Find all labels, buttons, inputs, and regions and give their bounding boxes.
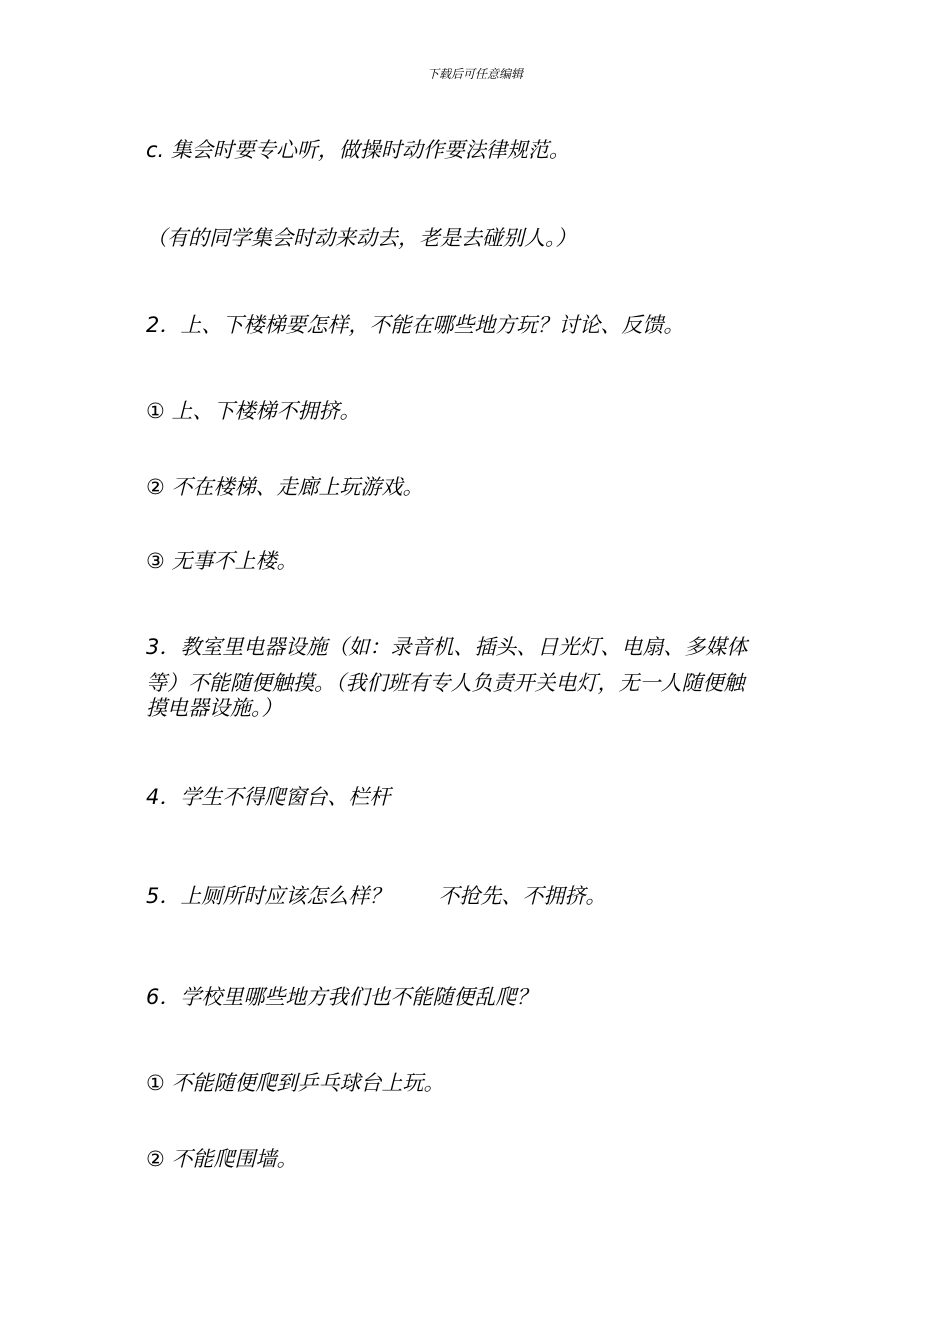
rule-5-question: 5．上厕所时应该怎么样？ [146,884,391,908]
rule-4-windows: 4．学生不得爬窗台、栏杆 [146,785,391,809]
rule-6-item-1: ① 不能随便爬到乒乓球台上玩。 [146,1071,445,1095]
page-header: 下载后可任意编辑 [426,67,523,81]
rule-c-assembly: c. 集会时要专心听，做操时动作要法律规范。 [146,138,570,162]
rule-2-item-3: ③ 无事不上楼。 [146,549,298,573]
rule-5-restroom [146,883,816,909]
rule-c-note: （有的同学集会时动来动去，老是去碰别人。） [146,226,577,250]
rule-6-climbing-question: 6．学校里哪些地方我们也不能随便乱爬？ [146,985,538,1009]
rule-3-electrical [146,634,816,721]
rule-2-stairs-question: 2．上、下楼梯要怎样，不能在哪些地方玩？讨论、反馈。 [146,313,685,337]
rule-3-line-3: 摸电器设施。） [146,696,283,720]
rule-2-item-2: ② 不在楼梯、走廊上玩游戏。 [146,475,424,499]
rule-6-item-2: ② 不能爬围墙。 [146,1147,298,1171]
rule-3-line-1: 3．教室里电器设施（如：录音机、插头、日光灯、电扇、多媒体 [146,635,748,659]
rule-5-answer: 不抢先、不拥挤。 [438,884,607,908]
rule-2-item-1: ① 上、下楼梯不拥挤。 [146,399,361,423]
rule-3-line-2: 等）不能随便触摸。（我们班有专人负责开关电灯，无一人随便触 [146,671,745,695]
